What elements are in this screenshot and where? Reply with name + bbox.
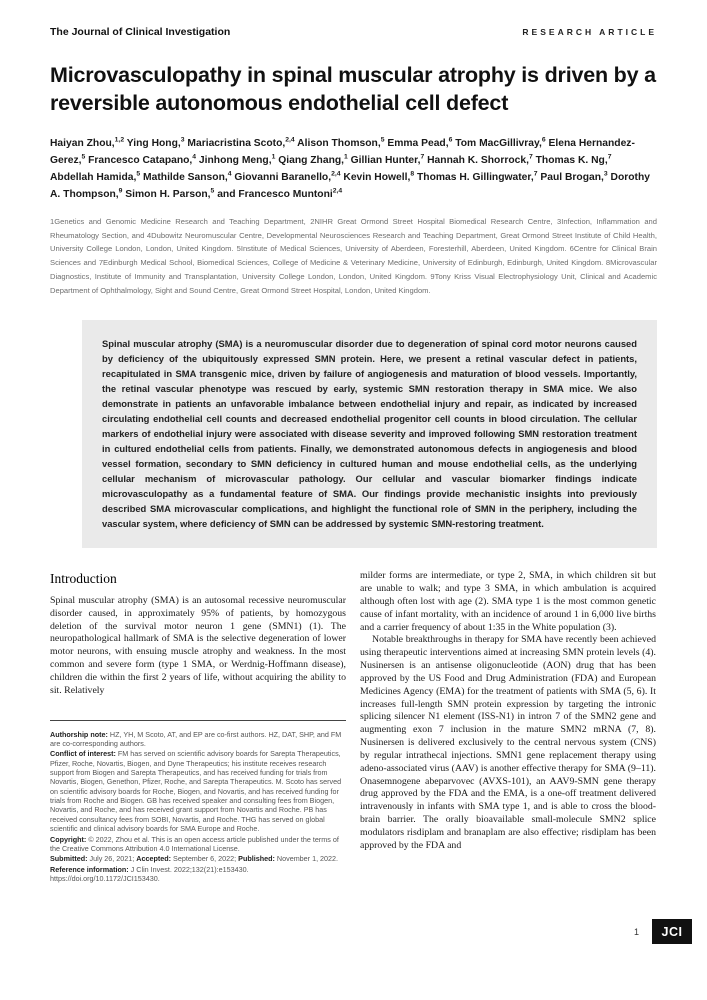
two-column-body — [50, 570, 657, 884]
author-name: Hannah K. Shorrock, — [424, 154, 529, 166]
author-affiliation-sup: 1 — [344, 153, 348, 161]
author-name: Mariacristina Scoto, — [184, 137, 286, 149]
footnote-label: Accepted: — [136, 854, 172, 864]
introduction-paragraph: Spinal muscular atrophy (SMA) is an autosomal recessive neuromuscular disorder caused, in approximately 95% of patients, by homozygous deletion of the survival motor neuron 1 gene (SMN1) (1). The neuropathological hallmark of SMA is the selective degeneration of lower motor neurons, with ensuing muscle atrophy and weakness. In the most common and severe form (type 1 SMA, or Werdnig-Hoffmann disease), children die within the first 2 years of life, without acquiring the ability to sit. Relatively — [50, 594, 346, 696]
author-affiliation-sup: 6 — [448, 136, 453, 144]
page-title: Microvasculopathy in spinal muscular atrophy is driven by a reversible autonomous endothelial cell defect — [50, 63, 656, 115]
author-affiliation-sup: 4 — [192, 153, 197, 161]
author-affiliation-sup: 2,4 — [285, 136, 295, 144]
author-affiliation-sup: 7 — [420, 153, 425, 161]
author-name: Thomas K. Ng, — [532, 154, 608, 166]
author-name: Jinhong Meng, — [196, 154, 272, 166]
author-name: Francesco Catapano, — [85, 154, 193, 166]
author-name: Gillian Hunter, — [347, 154, 421, 166]
author-name: Thomas H. Gillingwater, — [414, 171, 534, 183]
author-name: Alison Thomson, — [294, 137, 381, 149]
author-affiliation-sup: 2,4 — [332, 187, 343, 195]
footnote-label: Conflict of interest: — [50, 749, 116, 759]
footnote-item — [50, 865, 346, 884]
article-type-label: RESEARCH ARTICLE — [522, 27, 657, 37]
page-footer — [634, 919, 692, 944]
author-name: Emma Pead, — [384, 137, 449, 149]
author-name: Giovanni Baranello, — [231, 171, 332, 183]
footnote-item — [50, 749, 346, 833]
footnotes — [50, 720, 346, 884]
body-paragraph: milder forms are intermediate, or type 2, SMA, in which children sit but are unable to walk; and type 3 SMA, in which ambulation is acquired although often lost with age (2). SMA type 1 is the most common genetic cause of infant mortality, with an incidence of around 1 in 6,000 live births and a carrier frequency of about 1:35 in the White population (3). — [360, 570, 656, 633]
introduction-heading: Introduction — [50, 571, 117, 587]
author-affiliation-sup: 7 — [533, 170, 538, 178]
abstract-box — [82, 320, 657, 549]
author-affiliation-sup: 5 — [380, 136, 385, 144]
footnote-text: September 6, 2022; — [171, 854, 239, 864]
abstract-text: Spinal muscular atrophy (SMA) is a neuromuscular disorder due to degeneration of spinal cord motor neurons caused by deficiency of the ubiquitously expressed SMN protein. Here, we present a retinal vascular defect in patients, recapitulated in SMA transgenic mice, driven by failure of angiogenesis and maturation of blood vessels. Importantly, the retinal vascular phenotype was rescued by early, systemic SMN restoration therapy in SMA mice. We also demonstrate in patients an unfavorable imbalance between endothelial injury and repair, as indicated by increased circulating endothelial cell counts and decreased endothelial progenitor cell counts in blood circulation. The cellular markers of endothelial injury were associated with disease severity and improved following SMN restoration treatment in cultured endothelial cells from patients. Finally, we demonstrated autonomous defects in angiogenesis and blood vessel formation, secondary to SMN deficiency in cultured human and mouse endothelial cells, as the underlying cellular mechanism of microvascular pathology. Our cellular and vascular biomarker findings indicate microvasculopathy as a fundamental feature of SMA. Our findings provide mechanistic insights into previously described SMA microvascular complications, and highlight the functional role of SMN in the periphery, including the vascular system, where deficiency of SMN can be addressed by systemic SMN-restoring treatment. — [102, 337, 637, 530]
author-name: Abdellah Hamida, — [50, 171, 137, 183]
author-name: Tom MacGillivray, — [452, 137, 542, 149]
author-affiliation-sup: 3 — [180, 136, 185, 144]
author-name: Elena Hernandez-Gerez, — [50, 137, 635, 166]
author-name: Haiyan Zhou, — [50, 137, 115, 149]
footnote-label: Reference information: — [50, 864, 129, 874]
authors-line — [50, 136, 657, 204]
footnote-label: Submitted: — [50, 854, 88, 864]
footnote-doi-link[interactable]: https://doi.org/10.1172/JCI153430. — [50, 873, 160, 883]
author-affiliation-sup: 2,4 — [331, 170, 341, 178]
author-name: and Francesco Muntoni — [214, 188, 333, 200]
footnote-text: November 1, 2022. — [274, 854, 339, 864]
footnote-label: Copyright: — [50, 834, 87, 844]
author-name: Ying Hong, — [124, 137, 181, 149]
footnote-item — [50, 835, 346, 854]
author-affiliation-sup: 3 — [603, 170, 608, 178]
author-affiliation-sup: 9 — [118, 187, 123, 195]
author-affiliation-sup: 6 — [541, 136, 546, 144]
author-affiliation-sup: 1,2 — [114, 136, 125, 144]
author-name: Simon H. Parson, — [122, 188, 211, 200]
body-paragraph: Notable breakthroughs in therapy for SMA have recently been achieved using therapeutic interventions aimed at increasing SMN protein levels (4). Nusinersen is an antisense oligonucleotide (AON) drug that has been approved by the US Food and Drug Administration (FDA) and European Medicines Agency (EMA) for the treatment of patients with SMA (5, 6). It increases full-length SMN protein expression by targeting the intronic splicing silencer N1 element (ISS-N1) in intron 7 of the SMN2 gene and augmenting exon 7 inclusion in the mature SMN2 mRNA (7, 8). Nusinersen is delivered exclusively to the central nervous system (CNS) by regular intrathecal injections. SMN1 gene replacement therapy using adeno-associated virus (AAV) is another effective therapy for SMA (9–11). Onasemnogene abeparvovec (AVXS-101), an AAV9-SMN gene therapy drug approved by the FDA and the EMA, is a one-off treatment delivered intravenously in infants with SMA type 1, and is able to cross the blood-brain barrier. The orally bioavailable small-molecule SMN2 splice modulators risdiplam and branaplam are also effective; risdiplam has been approved by the FDA and — [360, 634, 656, 851]
footnote-text: © 2022, Zhou et al. This is an open access article published under the terms of the Creative Commons Attribution 4.0 International License. — [50, 834, 339, 853]
footnote-label: Published: — [238, 854, 275, 864]
author-name: Dorothy A. Thompson, — [50, 171, 650, 200]
right-column — [360, 570, 656, 884]
author-affiliation-sup: 8 — [410, 170, 415, 178]
author-affiliation-sup: 4 — [227, 170, 232, 178]
author-name: Qiang Zhang, — [275, 154, 345, 166]
footnote-text: J Clin Invest. 2022;132(21):e153430. — [128, 864, 249, 874]
author-affiliation-sup: 5 — [81, 153, 86, 161]
page-header — [50, 26, 657, 38]
author-name: Paul Brogan, — [537, 171, 604, 183]
author-affiliation-sup: 7 — [607, 153, 612, 161]
author-name: Kevin Howell, — [340, 171, 411, 183]
jci-logo: JCI — [652, 919, 692, 944]
footnote-item — [50, 854, 346, 863]
author-affiliation-sup: 5 — [136, 170, 141, 178]
author-affiliation-sup: 7 — [528, 153, 533, 161]
footnote-label: Authorship note: — [50, 729, 108, 739]
footnote-item — [50, 730, 346, 749]
author-affiliation-sup: 5 — [210, 187, 215, 195]
left-column — [50, 570, 346, 884]
footnote-text: HZ, YH, M Scoto, AT, and EP are co-first authors. HZ, DAT, SHP, and FM are co-corresponding authors. — [50, 729, 342, 748]
author-name: Mathilde Sanson, — [140, 171, 228, 183]
journal-name: The Journal of Clinical Investigation — [50, 26, 231, 38]
affiliations-text: 1Genetics and Genomic Medicine Research and Teaching Department, 2NIHR Great Ormond Street Hospital Biomedical Research Centre, 3Infection, Inflammation and Rheumatology Section, and 4Dubowitz Neuromuscular Centre, Developmental Neurosciences Research and Teaching Department, Great Ormond Street Institute of Child Health, University College London, London, United Kingdom. 5Institute of Medical Sciences, University of Aberdeen, Foresterhill, Aberdeen, United Kingdom. 6Centre for Clinical Brain Sciences and 7Edinburgh Medical School, Biomedical Sciences, College of Medicine & Veterinary Medicine, University of Edinburgh, Edinburgh, United Kingdom. 8Microvascular Diagnostics, Institute of Immunity and Transplantation, University College London, London, United Kingdom. 9Tony Kriss Visual Electrophysiology Unit, Clinical and Academic Department of Ophthalmology, Sight and Sound Centre, Great Ormond Street Hospital, London, United Kingdom. — [50, 216, 657, 295]
author-affiliation-sup: 1 — [271, 153, 276, 161]
footnote-text: FM has served on scientific advisory boards for Sarepta Therapeutics, Pfizer, Roche, Novartis, Biogen, and Dyne Therapeutics; his institute receives research support from Biogen and Sarepta Therapeutics, and has received funding for trials from Novartis, Biogen, Genethon, Pfizer, Roche, and Sarepta Therapeutics. M. Scoto has served on scientific advisory boards for Roche, Biogen, and Novartis, and has received funding for trials from Roche and Biogen. GB has received speaker and consulting fees from Biogen, Novartis, and Roche, and has received grant support from Novartis and Roche. PB has received consultancy fees from SOBI, Novartis, and Roche. THG has served on global scientific and clinical advisory boards for SMA Europe and Roche. — [50, 749, 342, 834]
page-number: 1 — [633, 926, 639, 937]
footnote-text: July 26, 2021; — [87, 854, 137, 864]
